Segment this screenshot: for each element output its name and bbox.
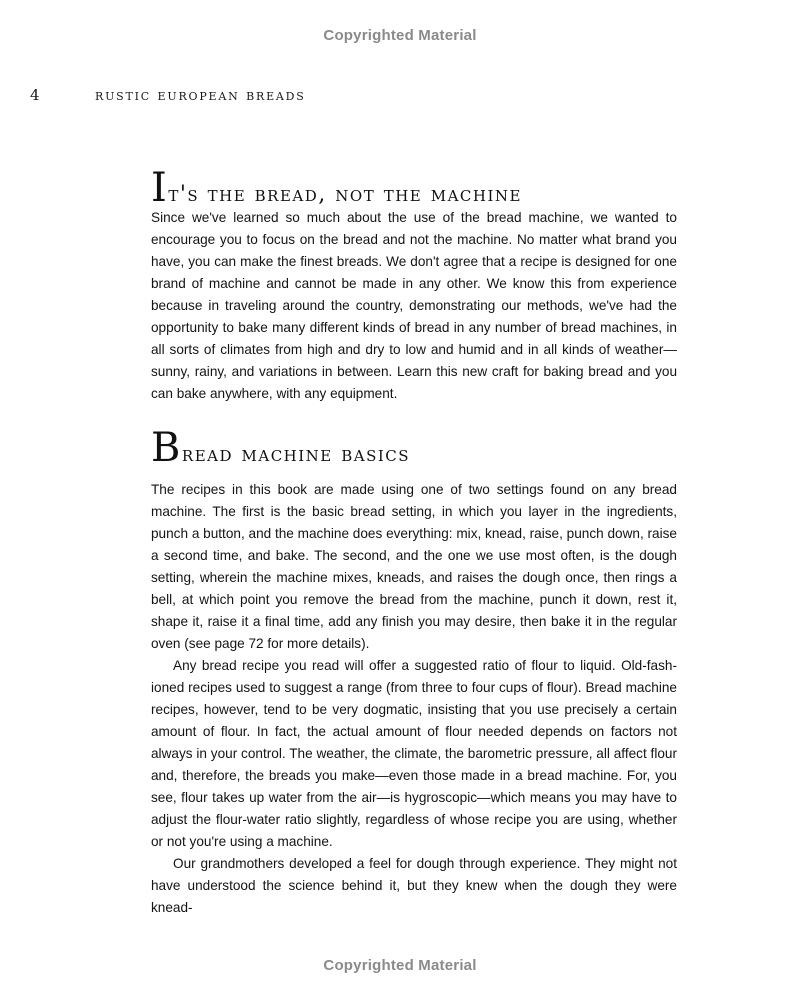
copyright-watermark-bottom: Copyrighted Material <box>323 957 477 974</box>
heading-initial: I <box>151 165 169 211</box>
page-number: 4 <box>30 86 40 104</box>
heading-initial: B <box>151 425 182 471</box>
paragraph: The recipes in this book are made using one of two settings found on any bread machine. The first is the basic bread setting, in which you layer in the ingredients, punch a button, and the machine does everything: mix, knead, raise, punch down, raise a second time, and bake. The second, and the one we use most often, is the dough setting, wherein the machine mixes, kneads, and raises the dough once, then rings a bell, at which point you remove the bread from the machine, punch it down, rest it, shape it, raise it a final time, add any finish you may desire, then bake it in the regular oven (see page 72 for more details). <box>151 482 677 651</box>
section-heading-bread-not-machine <box>151 165 522 211</box>
section-heading-bread-machine-basics <box>151 425 411 471</box>
paragraph: Our grandmothers developed a feel for dough through experience. They might not have understood the science behind it, but they knew when the dough they were knead- <box>151 856 677 915</box>
book-title: rustic european breads <box>95 86 306 104</box>
heading-text: read machine basics <box>181 442 411 467</box>
section-body-bread-machine-basics <box>151 479 677 919</box>
heading-text: t's the bread, not the machine <box>168 182 522 207</box>
running-head <box>30 86 430 106</box>
paragraph: Since we've learned so much about the use of the bread machine, we wanted to encourage you to focus on the bread and not the machine. No matter what brand you have, you can make the finest breads. We don't agree that a recipe is designed for one brand of machine and cannot be made in any other. We know this from experience because in traveling around the country, demonstrating our methods, we've had the opportunity to bake many different kinds of bread in any number of bread machines, in all sorts of climates from high and dry to low and humid and in all kinds of weather—sunny, rainy, and variations in between. Learn this new craft for baking bread and you can bake anywhere, with any equipment. <box>151 210 677 401</box>
copyright-watermark-top: Copyrighted Material <box>323 27 477 44</box>
section-body-bread-not-machine <box>151 207 677 405</box>
paragraph: Any bread recipe you read will offer a suggested ratio of flour to liquid. Old-fashioned recipes used to suggest a range (from three to four cups of flour). Bread machine recipes, however, tend to be very dogmatic, insisting that you use precisely a certain amount of flour. In fact, the actual amount of flour needed depends on factors not always in your control. The weather, the climate, the barometric pressure, all affect flour and, therefore, the breads you make—even those made in a bread machine. For, you see, flour takes up water from the air—is hygroscopic—which means you may have to adjust the flour-water ratio slightly, regardless of whose recipe you are using, whether or not you're using a machine. <box>151 658 677 849</box>
